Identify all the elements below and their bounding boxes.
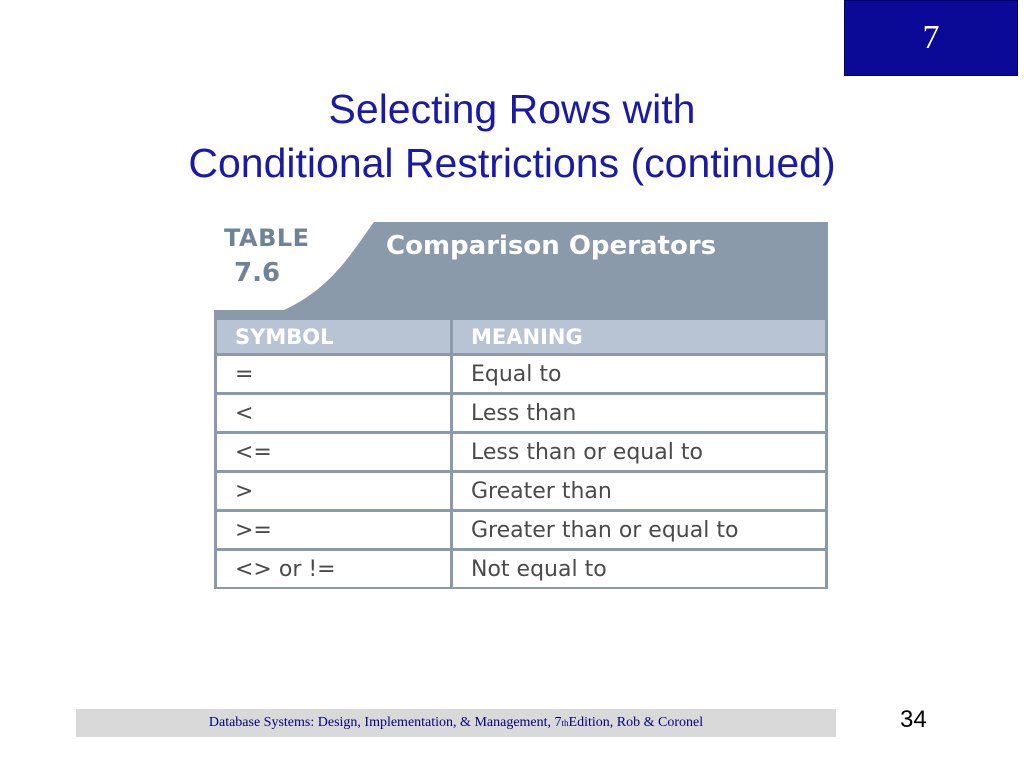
table-caption: Comparison Operators bbox=[386, 231, 717, 261]
table-header-row bbox=[217, 320, 825, 353]
table-figure bbox=[214, 222, 828, 589]
table-row bbox=[217, 434, 825, 470]
table-row bbox=[217, 356, 825, 392]
slide-title-line-1: Selecting Rows with bbox=[328, 86, 696, 132]
meaning-cell: Equal to bbox=[453, 356, 825, 392]
table-row bbox=[217, 551, 825, 587]
table-row bbox=[217, 473, 825, 509]
meaning-cell: Greater than bbox=[453, 473, 825, 509]
slide-title bbox=[0, 82, 1024, 190]
table-figure-header bbox=[214, 222, 828, 314]
symbol-cell: <= bbox=[217, 434, 453, 470]
table-label-number: 7.6 bbox=[234, 258, 281, 288]
meaning-cell: Not equal to bbox=[453, 551, 825, 587]
footer-citation bbox=[76, 709, 836, 737]
symbol-cell: = bbox=[217, 356, 453, 392]
meaning-cell: Less than or equal to bbox=[453, 434, 825, 470]
symbol-cell: < bbox=[217, 395, 453, 431]
footer-text-start: Database Systems: Design, Implementation, & Management, 7 bbox=[208, 715, 562, 730]
footer-text-end: Edition, Rob & Coronel bbox=[568, 715, 704, 730]
symbol-cell: > bbox=[217, 473, 453, 509]
chapter-number: 7 bbox=[922, 19, 940, 56]
chapter-number-box bbox=[844, 0, 1018, 76]
column-header-meaning: MEANING bbox=[453, 320, 825, 353]
page-number: 34 bbox=[900, 706, 927, 733]
comparison-operators-table bbox=[217, 317, 825, 590]
symbol-cell: >= bbox=[217, 512, 453, 548]
column-header-symbol: SYMBOL bbox=[217, 320, 453, 353]
slide-title-line-2: Conditional Restrictions (continued) bbox=[188, 140, 836, 186]
symbol-cell: <> or != bbox=[217, 551, 453, 587]
table-row bbox=[217, 395, 825, 431]
table-label-word: TABLE bbox=[224, 224, 310, 252]
footer-superscript: th bbox=[561, 718, 569, 728]
meaning-cell: Greater than or equal to bbox=[453, 512, 825, 548]
meaning-cell: Less than bbox=[453, 395, 825, 431]
table-row bbox=[217, 512, 825, 548]
